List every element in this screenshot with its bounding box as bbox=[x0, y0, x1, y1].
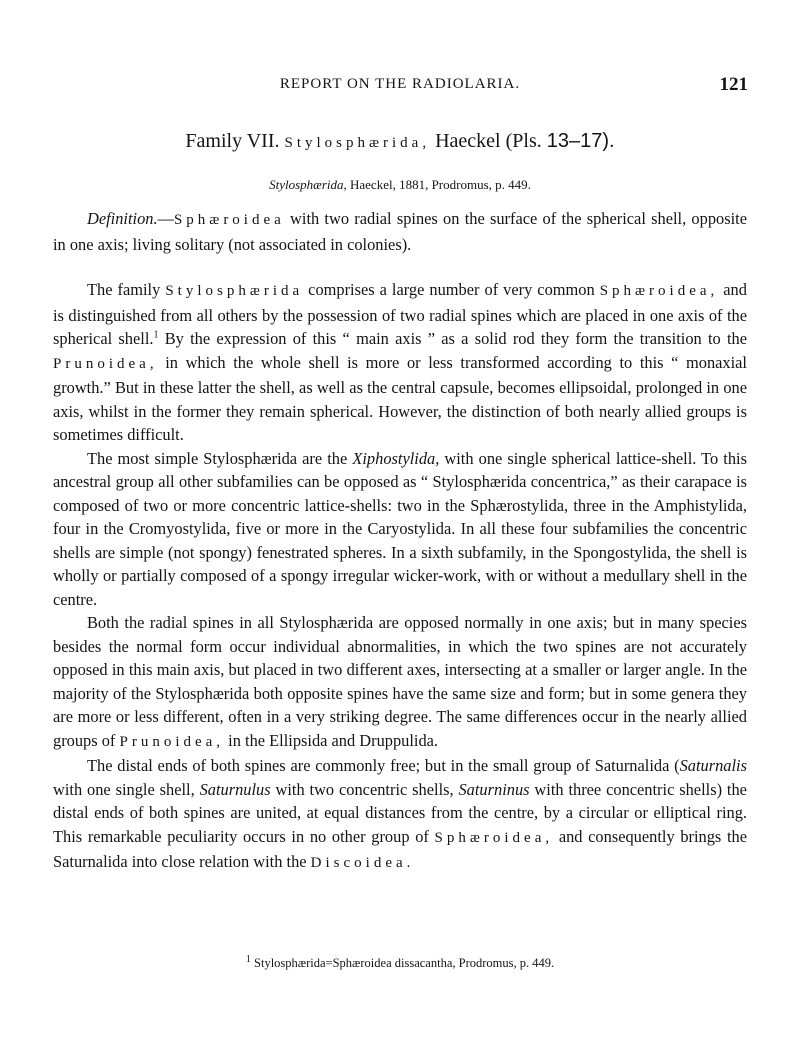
text-run: and is distinguished from all others by the possession of two radial spines which are placed in one axis of the spherical shell. bbox=[53, 280, 747, 348]
definition-label: Definition. bbox=[87, 209, 158, 228]
taxon-spaced: Stylosphærida bbox=[165, 283, 304, 299]
text-run: By the expression of this “ main axis ” as a solid rod they form the transition to the bbox=[164, 329, 747, 348]
definition-text: with two radial spines on the surface of the spherical shell, opposite in one axis; living solitary (not associated in colonies). bbox=[53, 209, 747, 254]
family-name: Stylosphærida, bbox=[284, 135, 431, 151]
definition-block bbox=[53, 207, 747, 256]
definition-term: Sphæroidea bbox=[173, 212, 285, 228]
paragraph-2 bbox=[53, 447, 747, 612]
text-run: with two concentric shells, bbox=[275, 779, 454, 799]
footnote-reference[interactable]: 1 bbox=[153, 329, 159, 341]
text-run: comprises a large number of very common bbox=[308, 280, 595, 299]
running-header: REPORT ON THE RADIOLARIA. bbox=[279, 76, 521, 92]
text-run: The most simple Stylosphærida are the bbox=[87, 448, 348, 468]
taxon-italic: Saturnalis bbox=[679, 756, 747, 775]
paragraph-3 bbox=[53, 611, 747, 754]
main-text bbox=[53, 278, 747, 876]
taxon-spaced: Prunoidea, bbox=[53, 355, 158, 372]
family-title-prefix: Family VII. bbox=[185, 130, 280, 152]
text-run: and consequently brings the Saturnalida into close relation with the bbox=[53, 826, 747, 871]
taxon-spaced: Discoidea. bbox=[310, 855, 415, 871]
paragraph-1 bbox=[53, 278, 747, 447]
taxon-spaced: Sphæroidea, bbox=[599, 283, 719, 299]
text-run: Both the radial spines in all Stylosphærida are opposed normally in one axis; but in many species besides the normal form occur individual abnormalities, in which the two spines are not accurately opposed in this main axis, but placed in two different axes, intersecting at a smaller or larger angle. In the majority of the Stylosphærida both opposite spines have the same size and form; but in some genera they are more or less different, often in a very striking degree. The same differences occur in the nearly allied groups of bbox=[53, 613, 747, 750]
footnote-mark: 1 bbox=[245, 953, 251, 965]
footnote bbox=[0, 953, 800, 971]
paragraph-4 bbox=[53, 754, 747, 876]
definition-dash: — bbox=[157, 209, 174, 228]
taxon-italic: Saturninus bbox=[458, 779, 530, 799]
text-run: in the Ellipsida and Druppulida. bbox=[228, 730, 439, 750]
synonym-name: Stylosphærida, bbox=[269, 177, 347, 192]
synonymy-line bbox=[0, 177, 800, 193]
footnote-text: Stylosphærida=Sphæroidea dissacantha, Prodromus, p. 449. bbox=[254, 956, 555, 970]
synonym-citation: Haeckel, 1881, Prodromus, p. 449. bbox=[350, 177, 531, 192]
text-run: with three concentric shells) the distal ends of both spines are united, at equal distances from the centre, by a circular or elliptical ring. This remarkable peculiarity occurs in no other group of bbox=[53, 779, 747, 846]
text-run: The distal ends of both spines are commonly free; but in the small group of Saturnalida ( bbox=[87, 756, 680, 775]
text-run: The family bbox=[87, 280, 161, 299]
definition-paragraph bbox=[53, 207, 747, 256]
taxon-italic: Saturnulus bbox=[199, 779, 271, 799]
text-run: with one single shell, bbox=[53, 779, 195, 799]
page-number: 121 bbox=[719, 74, 748, 95]
family-author: Haeckel (Pls. bbox=[435, 130, 542, 152]
text-run: with one single spherical lattice-shell. To this ancestral group all other subfamilies can be opposed as “ Stylosphærida concentrica,” as their carapace is composed of two or more concentric lattice-shells: two in the Sphærostylida, three in the Amphistylida, four in the Cromyostylida, five or more in the Caryostylida. In all these four subfamilies the concentric shells are simple (not spongy) fenestrated spheres. In a sixth subfamily, in the Spongostylida, the shell is wholly or partially composed of a spongy irregular wicker-work, with or without a medullary shell in the centre. bbox=[53, 448, 747, 609]
taxon-spaced: Sphæroidea, bbox=[434, 829, 554, 846]
family-plates: 13–17). bbox=[546, 130, 615, 152]
text-run: in which the whole shell is more or less transformed according to this “ monaxial growth.” But in these latter the shell, as well as the central capsule, becomes ellipsoidal, prolonged in one axis, whilst in the former they remain spherical. However, the distinction of both nearly allied groups is sometimes difficult. bbox=[53, 352, 747, 444]
taxon-italic: Xiphostylida, bbox=[352, 448, 440, 468]
taxon-spaced: Prunoidea, bbox=[119, 733, 225, 750]
family-title bbox=[0, 130, 800, 153]
